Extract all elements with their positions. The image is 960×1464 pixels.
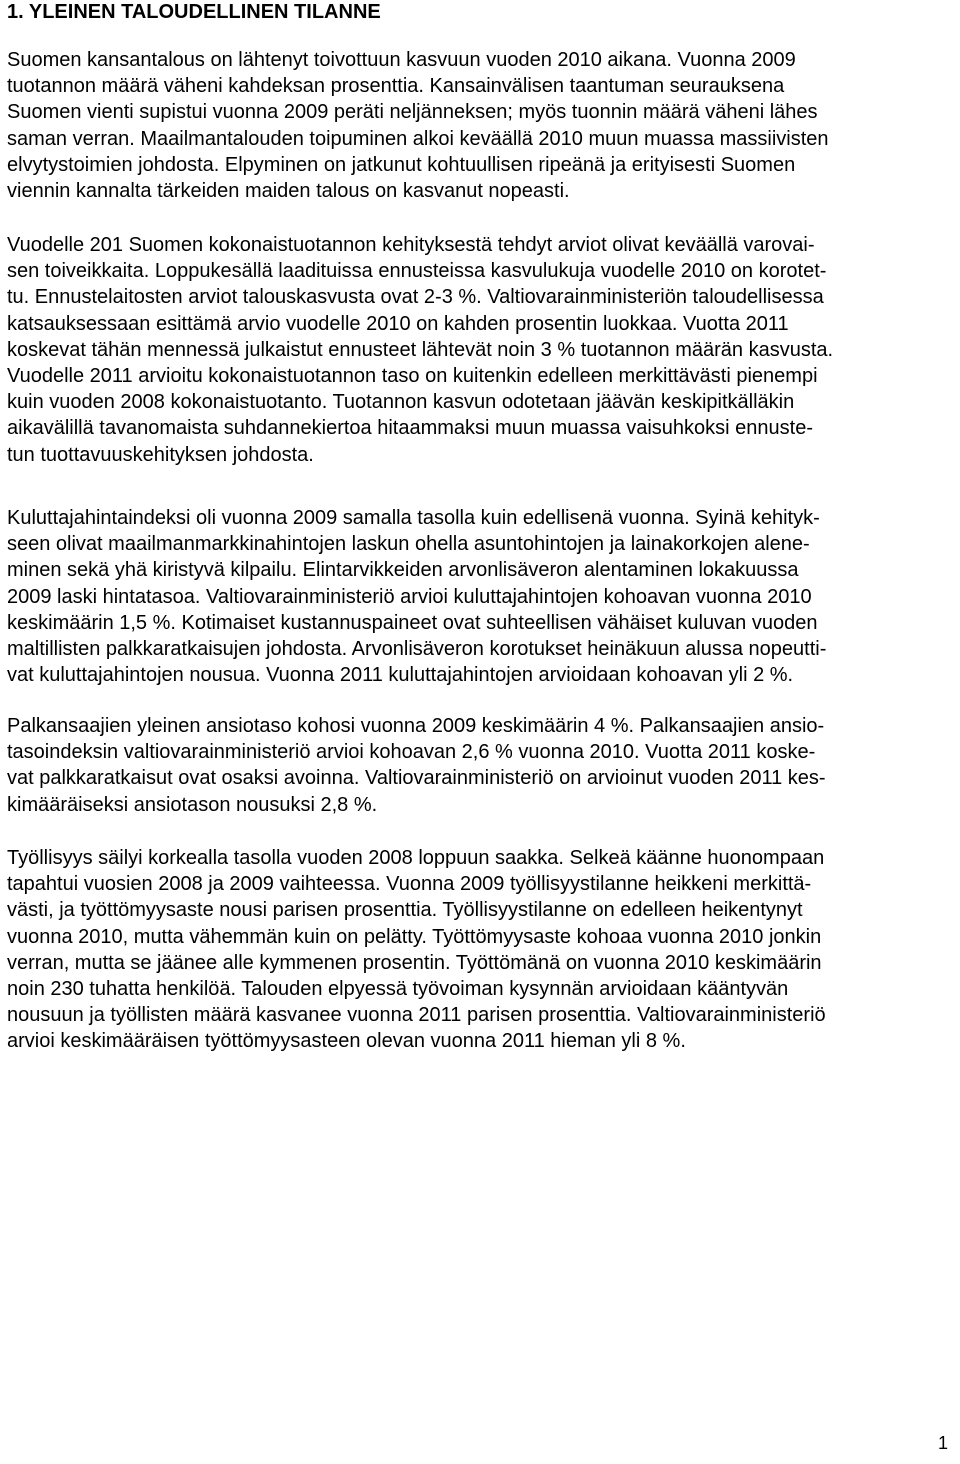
text-line: minen sekä yhä kiristyvä kilpailu. Elintarvikkeiden arvonlisäveron alentaminen lokakuussa xyxy=(7,559,799,582)
text-line: tapahtui vuosien 2008 ja 2009 vaihteessa. Vuonna 2009 työllisyystilanne heikkeni merkittä- xyxy=(7,873,812,896)
text-line: verran, mutta se jäänee alle kymmenen prosentin. Työttömänä on vuonna 2010 keskimäärin xyxy=(7,951,822,974)
text-line: tuotannon määrä väheni kahdeksan prosenttia. Kansainvälisen taantuman seurauksena xyxy=(7,75,785,98)
text-line: västi, ja työttömyysaste nousi parisen prosenttia. Työllisyystilanne on edelleen heikentynyt xyxy=(7,899,803,922)
text-line: aikavälillä tavanomaista suhdannekiertoa hitaammaksi muun muassa vaisuhkoksi ennuste- xyxy=(7,417,813,440)
text-line: vuonna 2010, mutta vähemmän kuin on pelätty. Työttömyysaste kohoaa vuonna 2010 jonkin xyxy=(7,925,822,948)
text-line: vat palkkaratkaisut ovat osaksi avoinna. Valtiovarainministeriö on arvioinut vuoden 2011 kes- xyxy=(7,767,826,790)
page-number: 1 xyxy=(937,1433,948,1453)
paragraph-wage-level xyxy=(7,713,826,818)
text-line: elvytystoimien johdosta. Elpyminen on jatkunut kohtuullisen ripeänä ja erityisesti Suomen xyxy=(7,153,796,176)
text-line: nousuun ja työllisten määrä kasvanee vuonna 2011 parisen prosenttia. Valtiovarainministeriö xyxy=(7,1004,826,1027)
text-line: 2009 laski hintatasoa. Valtiovarainministeriö arvioi kuluttajahintojen kohoavan vuonna 2010 xyxy=(7,585,812,608)
paragraph-production-forecast xyxy=(7,232,833,468)
text-line: kuin vuoden 2008 kokonaistuotanto. Tuotannon kasvun odotetaan jäävän keskipitkälläkin xyxy=(7,391,795,414)
text-line: Vuodelle 2011 arvioitu kokonaistuotannon taso on kuitenkin edelleen merkittävästi pienempi xyxy=(7,365,818,388)
text-line: saman verran. Maailmantalouden toipuminen alkoi keväällä 2010 muun muassa massiivisten xyxy=(7,127,829,150)
text-line: tun tuottavuuskehityksen johdosta. xyxy=(7,443,314,466)
text-line: keskimäärin 1,5 %. Kotimaiset kustannuspaineet ovat suhteellisen vähäiset kuluvan vuoden xyxy=(7,611,818,634)
text-line: Palkansaajien yleinen ansiotaso kohosi vuonna 2009 keskimäärin 4 %. Palkansaajien ansio- xyxy=(7,715,825,737)
text-line: Suomen vienti supistui vuonna 2009 peräti neljänneksen; myös tuonnin määrä väheni lähes xyxy=(7,101,818,124)
text-line: seen olivat maailmanmarkkinahintojen laskun ohella asuntohintojen ja lainakorkojen alene- xyxy=(7,533,810,556)
text-line: Suomen kansantalous on lähtenyt toivottuun kasvuun vuoden 2010 aikana. Vuonna 2009 xyxy=(7,49,796,71)
text-line: Vuodelle 201 Suomen kokonaistuotannon kehityksestä tehdyt arviot olivat keväällä varovai- xyxy=(7,234,815,256)
text-line: katsauksessaan esittämä arvio vuodelle 2010 on kahden prosentin luokkaa. Vuotta 2011 xyxy=(7,312,789,335)
paragraph-economic-growth xyxy=(7,47,829,204)
section-heading: 1. YLEINEN TALOUDELLINEN TILANNE xyxy=(7,1,381,23)
text-line: noin 230 tuhatta henkilöä. Talouden elpyessä työvoiman kysynnän arvioidaan kääntyvän xyxy=(7,978,789,1001)
text-line: arvioi keskimääräisen työttömyysasteen olevan vuonna 2011 hieman yli 8 %. xyxy=(7,1030,686,1053)
text-line: kimääräiseksi ansiotason nousuksi 2,8 %. xyxy=(7,793,378,816)
text-line: tasoindeksin valtiovarainministeriö arvioi kohoavan 2,6 % vuonna 2010. Vuotta 2011 koske- xyxy=(7,741,816,764)
text-line: viennin kannalta tärkeiden maiden talous on kasvanut nopeasti. xyxy=(7,180,570,203)
text-line: sen toiveikkaita. Loppukesällä laadituissa ennusteissa kasvulukuja vuodelle 2010 on korotet- xyxy=(7,260,827,283)
paragraph-consumer-prices xyxy=(7,505,826,688)
text-line: Työllisyys säilyi korkealla tasolla vuoden 2008 loppuun saakka. Selkeä käänne huonompaan xyxy=(7,847,825,869)
text-line: maltillisten palkkaratkaisujen johdosta. Arvonlisäveron korotukset heinäkuun alussa nopeutti- xyxy=(7,638,827,661)
text-line: tu. Ennustelaitosten arviot talouskasvusta ovat 2-3 %. Valtiovarainministeriön taloudellisessa xyxy=(7,286,824,309)
text-line: vat kuluttajahintojen nousua. Vuonna 2011 kuluttajahintojen arvioidaan kohoavan yli 2 %. xyxy=(7,664,794,687)
text-line: Kuluttajahintaindeksi oli vuonna 2009 samalla tasolla kuin edellisenä vuonna. Syinä kehityk- xyxy=(7,507,820,529)
paragraph-employment xyxy=(7,845,826,1055)
text-line: koskevat tähän mennessä julkaistut ennusteet lähtevät noin 3 % tuotannon määrän kasvusta. xyxy=(7,338,834,361)
